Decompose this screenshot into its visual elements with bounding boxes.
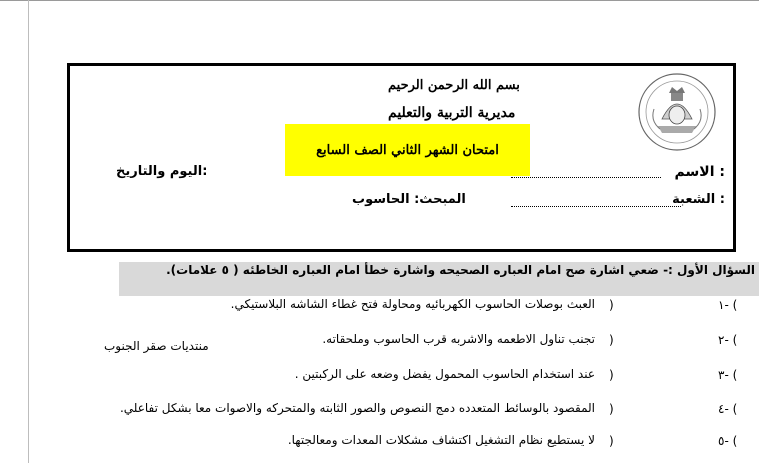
item-number: ٤- ( (718, 402, 738, 416)
item-answer-paren: ) (609, 368, 614, 382)
question-heading: السؤال الأول :- ضعي اشارة صح امام العباره الصحيحه واشارة خطأ امام العباره الخاطئه ( ٥ علامات). (166, 263, 755, 277)
item-text: المقصود بالوسائط المتعدده دمج النصوص والصور الثابته والمتحركه والاصوات معا بشكل تفاعلي. (119, 401, 595, 415)
section-label: الشعبة : (672, 192, 725, 207)
item-number: ٢- ( (718, 333, 738, 347)
exam-header-box (67, 63, 736, 252)
item-text: تجنب تناول الاطعمه والاشربه قرب الحاسوب وملحقاته. (322, 332, 595, 346)
page-left-border (28, 0, 29, 463)
section-field-dots (511, 198, 681, 207)
page-top-border (0, 0, 759, 1)
item-answer-paren: ) (609, 333, 614, 347)
name-field-dots (511, 169, 661, 178)
jordan-coat-of-arms-icon (636, 71, 718, 153)
item-answer-paren: ) (609, 298, 614, 312)
date-label: اليوم والتاريخ: (116, 164, 208, 179)
item-number: ٥- ( (718, 434, 738, 448)
basmala-text: بسم الله الرحمن الرحيم (388, 78, 520, 93)
directorate-text: مديرية التربية والتعليم (388, 105, 516, 121)
exam-title: امتحان الشهر الثاني الصف السابع (285, 124, 530, 176)
item-number: ١- ( (718, 298, 738, 312)
subject-label: المبحث: الحاسوب (352, 192, 466, 207)
item-number: ٣- ( (718, 368, 738, 382)
item-text: لا يستطيع نظام التشغيل اكتشاف مشكلات المعدات ومعالجتها. (287, 433, 595, 447)
item-answer-paren: ) (609, 402, 614, 416)
item-text: العبث بوصلات الحاسوب الكهربائيه ومحاولة فتح غطاء الشاشه البلاستيكي. (230, 297, 595, 311)
item-text: عند استخدام الحاسوب المحمول يفضل وضعه على الركبتين . (294, 367, 595, 381)
forum-watermark-text: منتديات صقر الجنوب (104, 339, 209, 353)
item-answer-paren: ) (609, 434, 614, 448)
name-label: الاسم : (674, 164, 725, 180)
